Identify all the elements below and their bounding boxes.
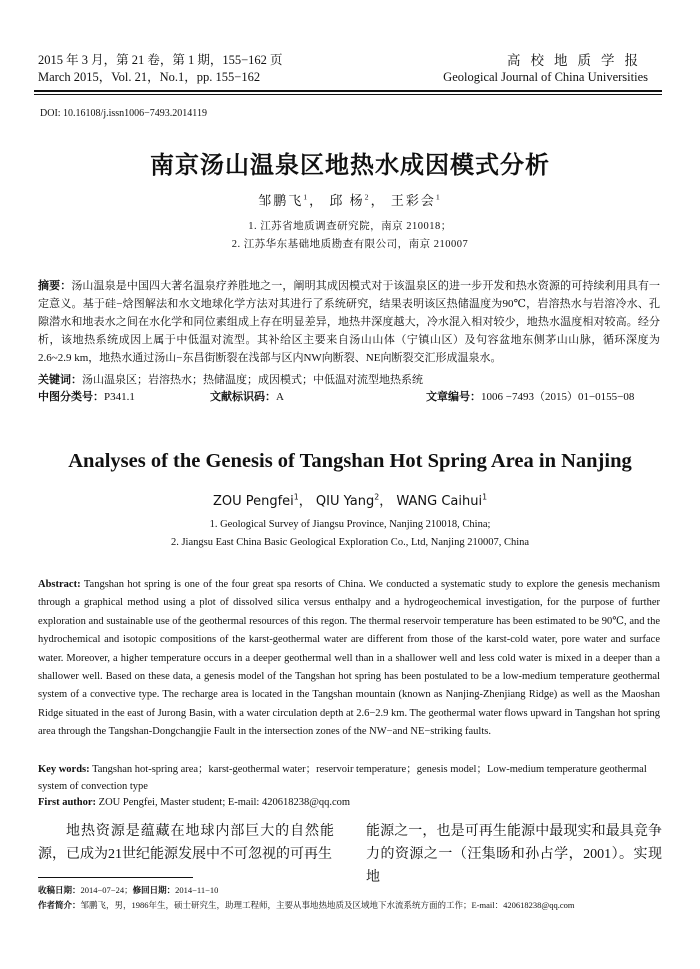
abstract-cn xyxy=(38,277,660,367)
author-separator: ， xyxy=(298,494,312,509)
author-separator: ， xyxy=(379,494,393,509)
header-rule-thick xyxy=(34,90,662,92)
article-number-label: 文章编号： xyxy=(426,391,481,403)
keywords-en xyxy=(38,761,660,795)
footnote-author-bio xyxy=(38,899,668,912)
author-en: WANG Caihui xyxy=(396,494,483,509)
received-label: 收稿日期： xyxy=(38,885,81,895)
citation-cn: 2015 年 3 月，第 21 卷，第 1 期，155−162 页 xyxy=(38,53,283,67)
footnote-dates xyxy=(38,884,668,897)
authors-en xyxy=(0,490,700,509)
journal-citation xyxy=(38,52,283,86)
abstract-en-label: Abstract: xyxy=(38,579,81,590)
first-author-text: ZOU Pengfei, Master student; E-mail: 420618238@qq.com xyxy=(98,797,351,808)
keywords-cn-text: 汤山温泉区；岩溶热水；热储温度；成因模式；中低温对流型地热系统 xyxy=(82,374,423,386)
bio-text: 邹鹏飞，男，1986年生，硕士研究生，助理工程师，主要从事地热地质及区域地下水流系统方面的工作；E-mail：420618238@qq.com xyxy=(80,900,575,910)
doc-code-label: 文献标识码： xyxy=(210,391,276,403)
first-author-en xyxy=(38,797,350,808)
author-cn: 邹鹏飞 xyxy=(258,193,304,208)
abstract-en xyxy=(38,576,660,742)
header-rule-thin xyxy=(34,94,662,95)
clc-number xyxy=(38,389,135,405)
bio-label: 作者简介： xyxy=(38,900,81,910)
author-sup: 2 xyxy=(364,192,371,202)
article-number xyxy=(426,389,634,405)
first-author-label: First author: xyxy=(38,797,97,808)
revised-date: 2014−11−10 xyxy=(175,885,219,895)
journal-name-en: Geological Journal of China Universities xyxy=(443,70,648,84)
paper-title-en: Analyses of the Genesis of Tangshan Hot Spring Area in Nanjing xyxy=(68,450,632,472)
author-separator: ， xyxy=(370,193,386,208)
paper-title-cn: 南京汤山温泉区地热水成因模式分析 xyxy=(150,151,550,179)
keywords-en-label: Key words: xyxy=(38,764,90,775)
author-cn: 邱 杨 xyxy=(329,193,365,208)
author-sup: 1 xyxy=(435,192,442,202)
affiliation-cn: 1. 江苏省地质调查研究院，南京 210018； xyxy=(248,221,452,232)
author-sup: 1 xyxy=(482,492,488,502)
affiliation-en: 2. Jiangsu East China Basic Geological Exploration Co., Ltd, Nanjing 210007, China xyxy=(170,537,530,548)
article-number-value: 1006 −7493（2015）01−0155−08 xyxy=(481,391,635,403)
body-column-right: 能源之一，也是可再生能源中最现实和最具竞争力的资源之一（汪集旸和孙占学，2001）。实现地 xyxy=(366,824,662,885)
author-en: ZOU Pengfei xyxy=(212,494,294,509)
author-cn: 王彩会 xyxy=(390,193,436,208)
author-separator: ， xyxy=(309,193,325,208)
abstract-cn-label: 摘要： xyxy=(38,280,72,292)
keywords-cn-label: 关键词： xyxy=(38,374,82,386)
revised-label: 修回日期： xyxy=(132,885,176,895)
footnote-rule xyxy=(38,877,193,878)
authors-cn xyxy=(0,190,700,209)
journal-name xyxy=(443,52,648,86)
body-column-left: 地热资源是蕴藏在地球内部巨大的自然能源，已成为21世纪能源发展中不可忽视的可再生 xyxy=(38,824,334,862)
keywords-en-text: Tangshan hot-spring area；karst-geothermal water；reservoir temperature；genesis model；Low-medium temperature geothermal system of convection type xyxy=(38,764,647,792)
author-sup: 2 xyxy=(374,492,380,502)
author-sup: 1 xyxy=(293,492,299,502)
abstract-en-text: Tangshan hot spring is one of the four great spa resorts of China. We conducted a systematic study to explore the genesis mechanism through a graphical method using a plot of dissolved silica versus enthalpy and a hydrogeochemical investigation, for the purpose of further exploration and sustainable use of the geothermal resources of this regon. The thermal reservoir temperature has been estimated to be 90℃, and the hydrochemical and isotopic compositions of the karst-geothermal water are different from those of the karst-cold water, pore water and surface water. Moreover, a higher temperature occurs in a deeper geothermal well than in a shallower well and less cold water is mixed in a deeper than a shallower well. Based on these data, a genesis model of the Tangshan hot spring has been postulated to be a low-medium temperature geothermal system of a convective type. The recharge area is located in the Tangshan mountain (known as Nanjing-Zhenjiang Ridge) as well as the Maoshan Ridge situated in the east of Jurong Basin, with a water circulation depth at 2.6−2.9 km. The geothermal water flows upward in Tangshan hot spring area through the Tangshan-Dongchangjie Fault in the intersection zones of the NW−and NE−striking faults. xyxy=(38,579,660,738)
doc-code xyxy=(210,389,284,405)
author-en: QIU Yang xyxy=(315,494,375,509)
doi: DOI: 10.16108/j.issn1006−7493.2014119 xyxy=(40,108,207,119)
doc-code-value: A xyxy=(276,391,284,403)
received-date: 2014−07−24； xyxy=(80,885,133,895)
journal-name-cn: 高校地质学报 xyxy=(507,53,648,68)
affiliation-cn: 2. 江苏华东基础地质勘查有限公司，南京 210007 xyxy=(231,239,469,250)
affiliation-en: 1. Geological Survey of Jiangsu Province, Nanjing 210018, China; xyxy=(209,519,491,530)
clc-label: 中图分类号： xyxy=(38,391,104,403)
author-sup: 1 xyxy=(303,192,310,202)
clc-value: P341.1 xyxy=(104,391,135,403)
abstract-cn-text: 汤山温泉是中国四大著名温泉疗养胜地之一，阐明其成因模式对于该温泉区的进一步开发和热水资源的可持续利用具有一定意义。基于硅−焓图解法和水文地球化学方法对其进行了系统研究，结果表明该区热储温度为90℃，岩溶热水与岩溶冷水、孔隙潜水和地表水之间在水化学和同位素组成上存在明显差异，地热井深度越大，冷水混入相对较少，地热水温度相对较高。经分析，该地热系统成因上属于中低温对流型。其补给区主要来自汤山山体（宁镇山区）及句容盆地东侧茅山山脉，循环深度为2.6~2.9 km，地热水通过汤山−东昌街断裂在浅部与区内NW向断裂、NE向断裂交汇形成温泉水。 xyxy=(38,280,660,364)
keywords-cn xyxy=(38,372,660,388)
citation-en: March 2015，Vol. 21，No.1，pp. 155−162 xyxy=(38,70,261,84)
